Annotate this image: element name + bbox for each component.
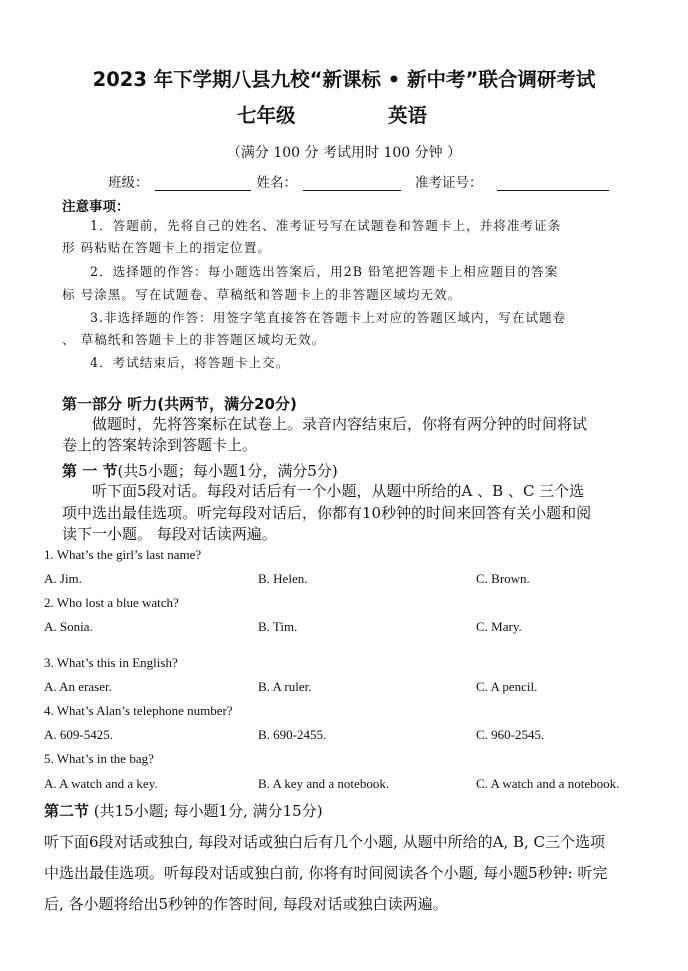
exam-title: 2023 年下学期八县九校“新课标 • 新中考”联合调研考试: [92, 68, 596, 91]
student-info-fields: [108, 171, 615, 191]
section2-instruction: 中选出最佳选项。听每段对话或独白前, 你将有时间阅读各个小题, 每小题5秒钟: 听完: [44, 864, 608, 882]
q4-option-a: A. 609-5425.: [44, 727, 113, 742]
part1-title: 第一部分 听力(共两节，满分20分): [62, 395, 297, 413]
q4-option-b: B. 690-2455.: [258, 727, 327, 742]
subject-label: 英语: [388, 104, 428, 127]
question-1: 1. What’s the girl’s last name?: [44, 547, 202, 562]
question-3: 3. What’s this in English?: [44, 655, 178, 670]
section1-instruction: 听下面5段对话。每段对话后有一个小题，从题中所给的A 、B 、C 三个选: [92, 482, 585, 500]
notice-line: 形 码粘贴在答题卡上的指定位置。: [62, 240, 271, 255]
q3-option-a: A. An eraser.: [44, 679, 112, 694]
q2-option-c: C. Mary.: [476, 619, 522, 634]
notice-line: 2．选择题的作答：每小题选出答案后，用2B 铅笔把答题卡上相应题目的答案: [90, 264, 559, 279]
q1-option-c: C. Brown.: [476, 571, 530, 586]
grade-label: 七年级: [237, 104, 296, 127]
exam-no-field[interactable]: [497, 176, 609, 191]
notice-title: 注意事项：: [62, 199, 130, 215]
notice-line: 4．考试结束后，将答题卡上交。: [90, 355, 290, 370]
exam-meta: （满分 100 分 考试用时 100 分钟 ）: [226, 145, 462, 161]
q3-option-c: C. A pencil.: [476, 679, 538, 694]
question-4: 4. What’s Alan’s telephone number?: [44, 703, 233, 718]
section2-title: 第二节 (共15小题; 每小题1分, 满分15分): [44, 802, 323, 820]
class-label: 班级：: [108, 175, 149, 191]
q5-option-a: A. A watch and a key.: [44, 776, 158, 791]
name-label: 姓名：: [256, 175, 297, 191]
exam-no-label: 准考证号：: [415, 175, 483, 191]
notice-line: 3.非选择题的作答：用签字笔直接答在答题卡上对应的答题区域内，写在试题卷: [90, 310, 567, 325]
q1-option-a: A. Jim.: [44, 571, 82, 586]
q2-option-b: B. Tim.: [258, 619, 298, 634]
q2-option-a: A. Sonia.: [44, 619, 93, 634]
part1-instruction: 卷上的答案转涂到答题卡上。: [62, 436, 258, 454]
q5-option-b: B. A key and a notebook.: [258, 776, 390, 791]
notice-line: 1．答题前，先将自己的姓名、准考证号写在试题卷和答题卡上，并将准考证条: [90, 218, 562, 233]
name-field[interactable]: [303, 176, 401, 191]
section1-instruction: 读下一小题。 每段对话读两遍。: [62, 525, 277, 543]
section2-instruction: 听下面6段对话或独白, 每段对话或独白后有几个小题, 从题中所给的A, B, C三个选项: [44, 833, 606, 851]
notice-line: 、 草稿纸和答题卡上的非答题区域均无效。: [62, 332, 326, 347]
section1-instruction: 项中选出最佳选项。听完每段对话后，你都有10秒钟的时间来回答有关小题和阅: [62, 504, 592, 522]
q3-option-b: B. A ruler.: [258, 679, 312, 694]
section2-instruction: 后, 各小题将给出5秒钟的作答时间, 每段对话或独白读两遍。: [44, 895, 448, 913]
part1-instruction: 做题时，先将答案标在试卷上。录音内容结束后，你将有两分钟的时间将试: [92, 415, 588, 433]
q1-option-b: B. Helen.: [258, 571, 308, 586]
q4-option-c: C. 960-2545.: [476, 727, 545, 742]
question-5: 5. What’s in the bag?: [44, 751, 154, 766]
q5-option-c: C. A watch and a notebook.: [476, 776, 620, 791]
notice-line: 标 号涂黑。写在试题卷、草稿纸和答题卡上的非答题区域均无效。: [62, 287, 462, 302]
class-field[interactable]: [155, 176, 251, 191]
question-2: 2. Who lost a blue watch?: [44, 595, 179, 610]
section1-title: 第 一 节(共5小题；每小题1分，满分5分): [62, 462, 338, 480]
